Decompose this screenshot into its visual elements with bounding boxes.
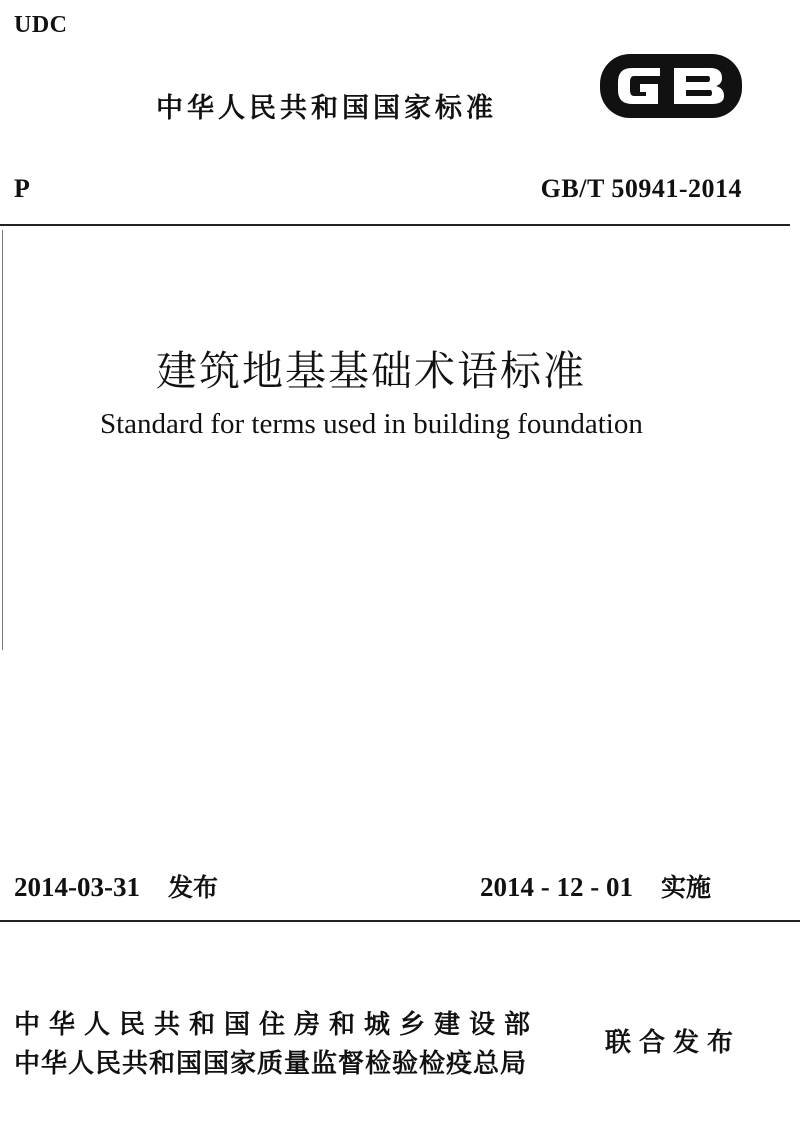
left-edge-line [2,230,3,650]
issue-date-block [14,868,218,904]
national-standard-heading: 中华人民共和国国家标准 [156,93,497,124]
issue-date: 2014-03-31 [14,872,140,902]
bottom-divider [0,920,800,922]
issuer-ministry: 中华人民共和国住房和城乡建设部 [14,1010,540,1040]
issuer-administration: 中华人民共和国国家质量监督检验检疫总局 [14,1049,528,1079]
title-chinese: 建筑地基基础术语标准 [156,348,586,394]
udc-label: UDC [14,12,68,38]
effective-date-block [480,868,711,904]
category-code: P [14,174,30,203]
title-english: Standard for terms used in building foundation [100,408,643,440]
standard-number: GB/T 50941-2014 [540,174,742,203]
effective-label: 实施 [660,873,711,902]
gb-logo [598,50,744,122]
top-divider [0,224,790,226]
effective-date: 2014 - 12 - 01 [480,872,633,902]
issue-label: 发布 [167,873,218,902]
joint-issue-label: 联合发布 [605,1028,742,1058]
